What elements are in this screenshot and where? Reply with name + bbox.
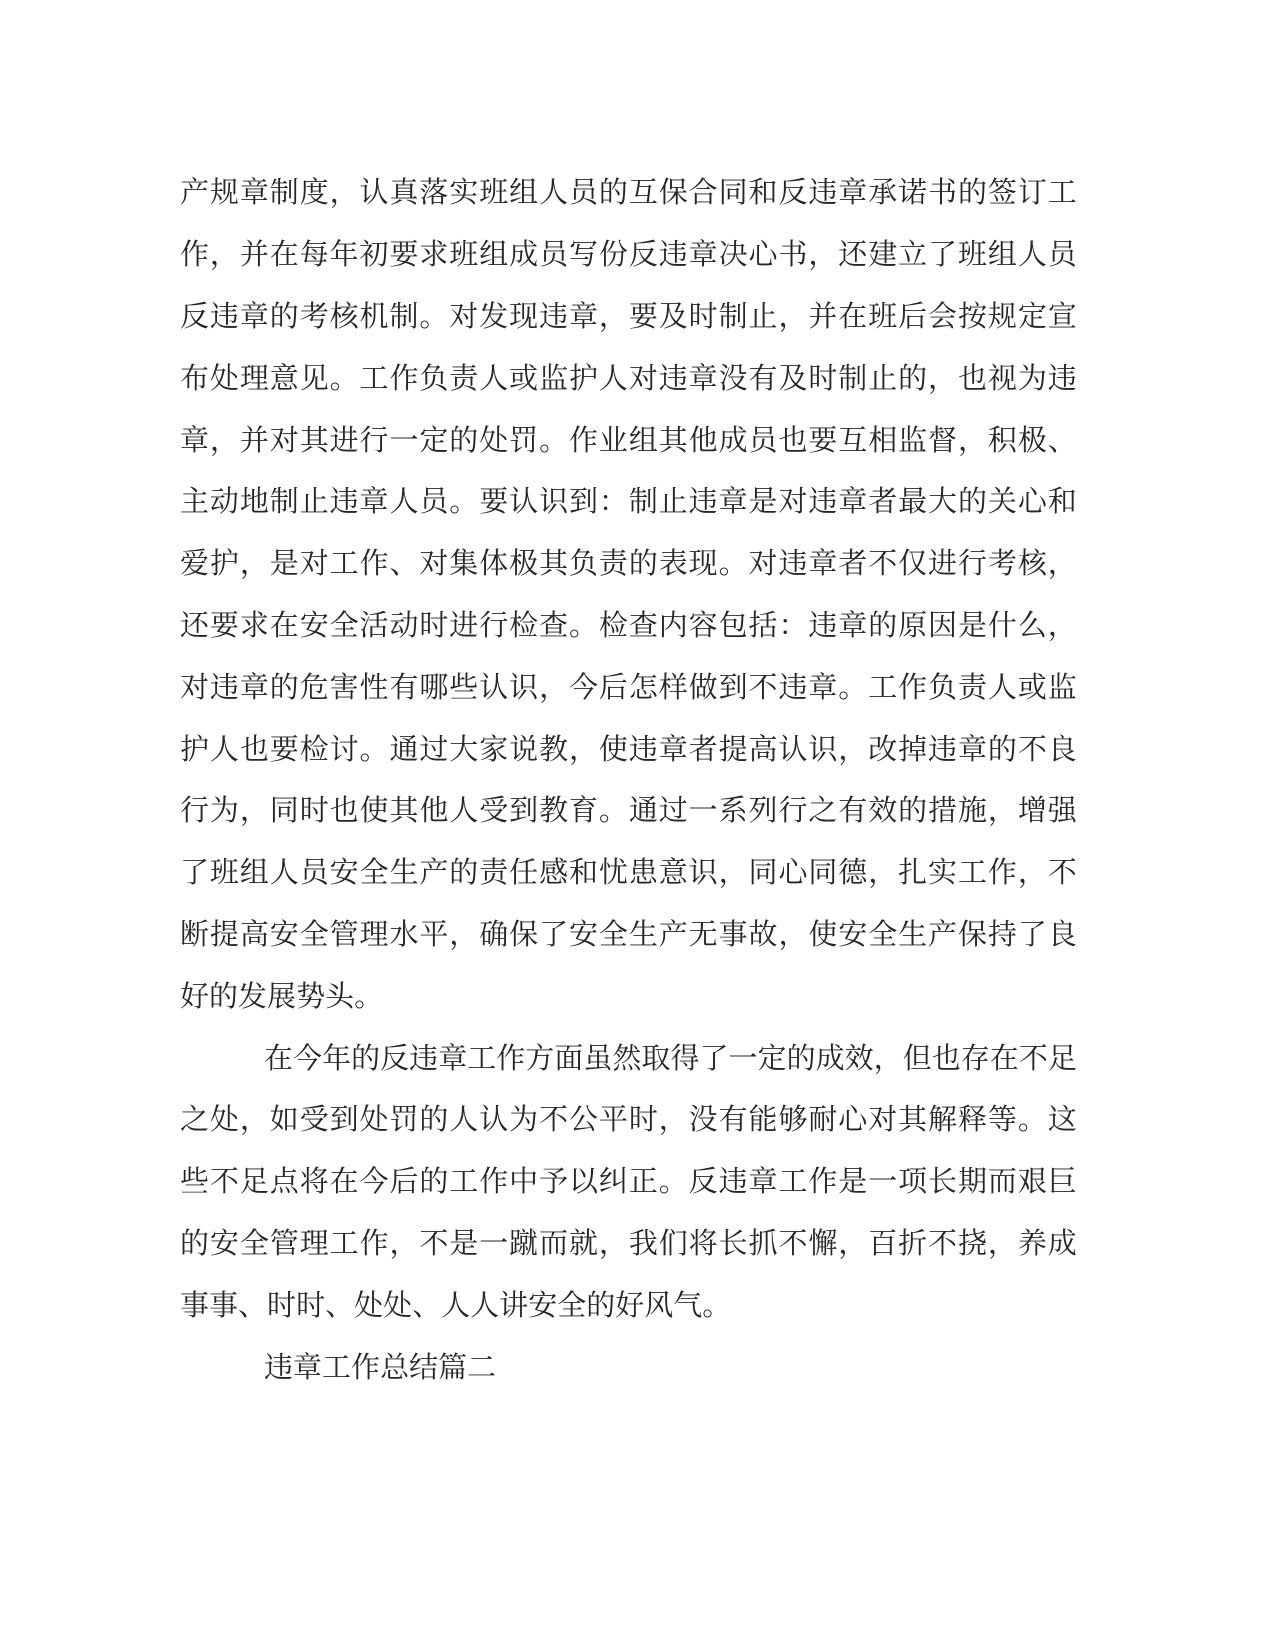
text-line: 断 提 高 安 全 管 理 水 平 ， 确 保 了 安 全 生 产 无 事 故 ， 使 安 全 生 产 保 持 了 良 bbox=[180, 916, 1077, 951]
text-line: 了 班 组 人 员 安 全 生 产 的 责 任 感 和 忧 患 意 识 ， 同 心 同 德 ， 扎 实 工 作 ， 不 bbox=[180, 855, 1077, 890]
text-line: 章 ， 并 对 其 进 行 一 定 的 处 罚 。 作 业 组 其 他 成 员 也 要 互 相 监 督 ， 积 极 、 bbox=[180, 422, 1077, 457]
text-line: 主 动 地 制 止 违 章 人 员 。 要 认 识 到 ： 制 止 违 章 是 对 违 章 者 最 大 的 关 心 和 bbox=[180, 484, 1077, 519]
text-line: 布 处 理 意 见 。 工 作 负 责 人 或 监 护 人 对 违 章 没 有 及 时 制 止 的 ， 也 视 为 违 bbox=[180, 360, 1077, 395]
text-line: 事 事 、 时 时 、 处 处 、 人 人 讲 安 全 的 好 风 气 。 bbox=[180, 1287, 732, 1322]
text-line: 作 ， 并 在 每 年 初 要 求 班 组 成 员 写 份 反 违 章 决 心 书 ， 还 建 立 了 班 组 人 员 bbox=[180, 237, 1077, 272]
text-line: 好 的 发 展 势 头 。 bbox=[180, 978, 384, 1013]
text-line: 对 违 章 的 危 害 性 有 哪 些 认 识 ， 今 后 怎 样 做 到 不 违 章 。 工 作 负 责 人 或 监 bbox=[180, 669, 1077, 704]
text-line: 爱 护 ， 是 对 工 作 、 对 集 体 极 其 负 责 的 表 现 。 对 违 章 者 不 仅 进 行 考 核 ， bbox=[180, 546, 1077, 581]
first-line-indent bbox=[180, 1365, 264, 1366]
text-line: 之 处 ， 如 受 到 处 罚 的 人 认 为 不 公 平 时 ， 没 有 能 够 耐 心 对 其 解 释 等 。 这 bbox=[180, 1102, 1077, 1137]
text-line: 反 违 章 的 考 核 机 制 。 对 发 现 违 章 ， 要 及 时 制 止 ， 并 在 班 后 会 按 规 定 宣 bbox=[180, 298, 1077, 333]
first-line-indent bbox=[180, 1056, 264, 1057]
text-line: 还 要 求 在 安 全 活 动 时 进 行 检 查 。 检 查 内 容 包 括 ： 违 章 的 原 因 是 什 么 ， bbox=[180, 607, 1077, 642]
text-line: 的 安 全 管 理 工 作 ， 不 是 一 蹴 而 就 ， 我 们 将 长 抓 不 懈 ， 百 折 不 挠 ， 养 成 bbox=[180, 1225, 1077, 1260]
text-line: 产 规 章 制 度 ， 认 真 落 实 班 组 人 员 的 互 保 合 同 和 反 违 章 承 诺 书 的 签 订 工 bbox=[180, 175, 1077, 210]
text-line: 违 章 工 作 总 结 篇 二 bbox=[180, 1334, 1077, 1396]
text-line: 行 为 ， 同 时 也 使 其 他 人 受 到 教 育 。 通 过 一 系 列 行 之 有 效 的 措 施 ， 增 强 bbox=[180, 793, 1077, 828]
text-line: 些 不 足 点 将 在 今 后 的 工 作 中 予 以 纠 正 。 反 违 章 工 作 是 一 项 长 期 而 艰 巨 bbox=[180, 1164, 1077, 1199]
text-line: 在 今 年 的 反 违 章 工 作 方 面 虽 然 取 得 了 一 定 的 成 效 ， 但 也 存 在 不 足 bbox=[180, 1025, 1077, 1087]
document-text bbox=[180, 160, 1077, 1396]
text-line: 护 人 也 要 检 讨 。 通 过 大 家 说 教 ， 使 违 章 者 提 高 认 识 ， 改 掉 违 章 的 不 良 bbox=[180, 731, 1077, 766]
